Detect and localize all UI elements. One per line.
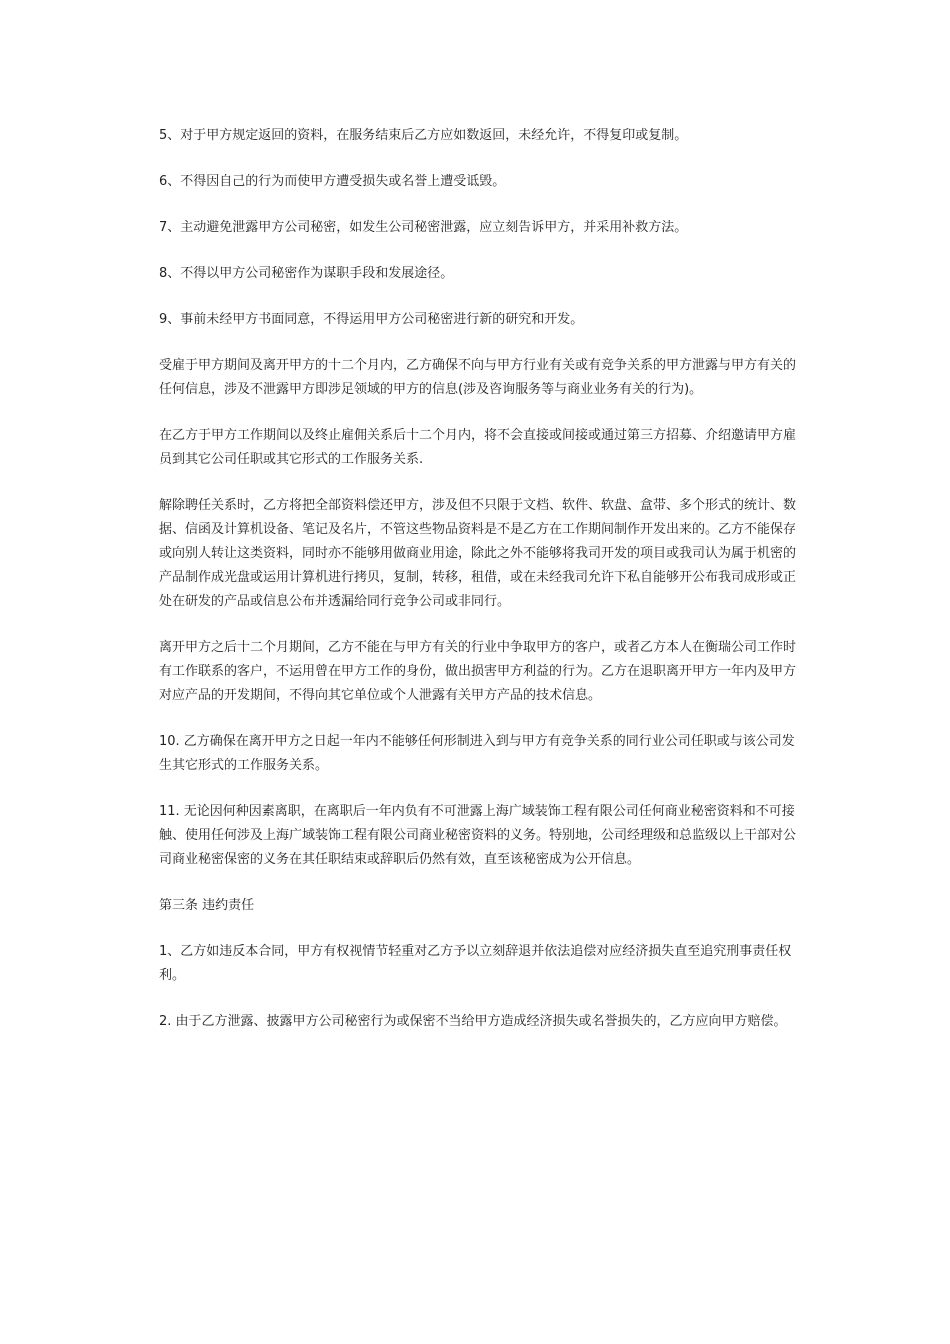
clause-item-10: 10. 乙方确保在离开甲方之日起一年内不能够任何形制进入到与甲方有竞争关系的同行业公司任职或与该公司发生其它形式的工作服务关系。 [159,734,795,773]
clause-item-11: 11. 无论因何种因素离职，在离职后一年内负有不可泄露上海广域装饰工程有限公司任何商业秘密资料和不可接触、使用任何涉及上海广域装饰工程有限公司商业秘密资料的义务。特别地，公司经理级和总监级以上干部对公司商业秘密保密的义务在其任职结束或辞职后仍然有效，直至该秘密成为公开信息。 [159,804,797,867]
document-body [159,124,799,1056]
clause-item-7: 7、主动避免泄露甲方公司秘密，如发生公司秘密泄露，应立刻告诉甲方，并采用补救方法。 [159,220,688,235]
clause-item-9: 9、事前未经甲方书面同意，不得运用甲方公司秘密进行新的研究和开发。 [159,312,584,327]
clause-item-6: 6、不得因自己的行为而使甲方遭受损失或名誉上遭受诋毁。 [159,174,506,189]
clause-item-5: 5、对于甲方规定返回的资料，在服务结束后乙方应如数返回，未经允许，不得复印或复制。 [159,128,688,143]
liability-item-2: 2. 由于乙方泄露、披露甲方公司秘密行为或保密不当给甲方造成经济损失或名誉损失的，乙方应向甲方赔偿。 [159,1014,787,1029]
clause-item-8: 8、不得以甲方公司秘密作为谋职手段和发展途径。 [159,266,454,281]
liability-item-1: 1、乙方如违反本合同，甲方有权视情节轻重对乙方予以立刻辞退并依法追偿对应经济损失直至追究刑事责任权利。 [159,944,792,983]
termination-return-paragraph: 解除聘任关系时，乙方将把全部资料偿还甲方，涉及但不只限于文档、软件、软盘、盒带、多个形式的统计、数据、信函及计算机设备、笔记及名片，不管这些物品资料是不是乙方在工作期间制作开发出来的。乙方不能保存或向别人转让这类资料，同时亦不能够用做商业用途，除此之外不能够将我司开发的项目或我司认为属于机密的产品制作成光盘或运用计算机进行拷贝，复制，转移，租借，或在未经我司允许下私自能够开公布我司成形或正处在研发的产品或信息公布并透漏给同行竞争公司或非同行。 [159,498,797,609]
employment-period-paragraph: 受雇于甲方期间及离开甲方的十二个月内，乙方确保不向与甲方行业有关或有竞争关系的甲方泄露与甲方有关的任何信息，涉及不泄露甲方即涉足领域的甲方的信息(涉及咨询服务等与商业业务有关的行为)。 [159,358,797,397]
non-solicitation-paragraph: 在乙方于甲方工作期间以及终止雇佣关系后十二个月内，将不会直接或间接或通过第三方招募、介绍邀请甲方雇员到其它公司任职或其它形式的工作服务关系. [159,428,797,467]
section-heading-article-3: 第三条 违约责任 [159,898,255,913]
post-departure-paragraph: 离开甲方之后十二个月期间，乙方不能在与甲方有关的行业中争取甲方的客户，或者乙方本人在衡瑞公司工作时有工作联系的客户，不运用曾在甲方工作的身份，做出损害甲方利益的行为。乙方在退职离开甲方一年内及甲方对应产品的开发期间，不得向其它单位或个人泄露有关甲方产品的技术信息。 [159,640,797,703]
